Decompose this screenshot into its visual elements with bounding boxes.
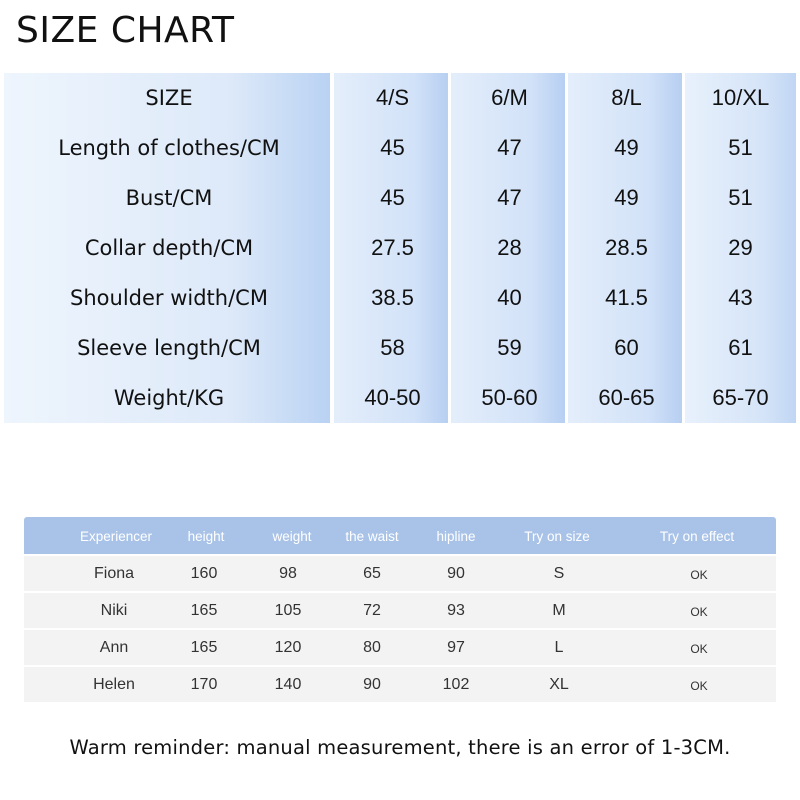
waist-cell: 72: [363, 602, 381, 619]
size-header-cell: 8/L: [611, 85, 642, 110]
column-header-waist: the waist: [345, 529, 399, 544]
waist-cell: 80: [363, 639, 381, 656]
measurement-label: Sleeve length/CM: [77, 336, 261, 360]
measurement-value: 51: [728, 135, 753, 160]
column-header-weight: weight: [272, 529, 312, 544]
try-on-effect-cell: OK: [690, 679, 708, 693]
measurement-label: Length of clothes/CM: [58, 136, 280, 160]
size-header-row: [4, 73, 796, 123]
waist-cell: 65: [363, 565, 381, 582]
measurement-value: 38.5: [371, 285, 414, 310]
experiencer-header-row: [24, 517, 776, 554]
table-row: [24, 630, 776, 665]
try-on-size-cell: M: [552, 602, 566, 619]
warm-reminder-note: Warm reminder: manual measurement, there is an error of 1-3CM.: [69, 736, 731, 759]
measurement-value: 49: [614, 135, 639, 160]
weight-cell: 140: [274, 676, 302, 693]
measurement-label: Collar depth/CM: [84, 236, 254, 260]
measurement-value: 60: [614, 335, 639, 360]
try-on-size-cell: S: [553, 565, 565, 582]
experiencer-table: [24, 517, 776, 703]
size-header-cell: 6/M: [491, 85, 528, 110]
size-row: [4, 173, 796, 223]
measurement-value: 65-70: [712, 385, 769, 410]
measurement-value: 60-65: [598, 385, 655, 410]
try-on-size-cell: L: [554, 639, 564, 656]
measurement-value: 43: [728, 285, 753, 310]
weight-cell: 98: [279, 565, 297, 582]
try-on-effect-cell: OK: [690, 642, 708, 656]
measurement-value: 29: [728, 235, 753, 260]
experiencer-name: Fiona: [93, 565, 135, 582]
experiencer-name: Helen: [93, 676, 135, 693]
weight-cell: 105: [274, 602, 302, 619]
measurement-label: Shoulder width/CM: [70, 286, 268, 310]
size-header-cell: 4/S: [375, 85, 410, 110]
size-header-label: SIZE: [145, 86, 193, 110]
measurement-value: 28: [497, 235, 522, 260]
measurement-value: 40: [497, 285, 522, 310]
measurement-value: 47: [497, 185, 522, 210]
measurement-value: 45: [380, 185, 405, 210]
try-on-effect-cell: OK: [690, 605, 708, 619]
height-cell: 160: [190, 565, 218, 582]
size-chart-table: [4, 73, 796, 423]
measurement-value: 40-50: [364, 385, 421, 410]
measurement-value: 49: [614, 185, 639, 210]
column-header-height: height: [187, 529, 225, 544]
size-row: [4, 323, 796, 373]
size-row: [4, 273, 796, 323]
hipline-cell: 97: [447, 639, 465, 656]
height-cell: 165: [190, 602, 218, 619]
measurement-value: 41.5: [605, 285, 648, 310]
experiencer-name: Ann: [99, 639, 129, 656]
height-cell: 170: [190, 676, 218, 693]
try-on-effect-cell: OK: [690, 568, 708, 582]
table-row: [24, 667, 776, 702]
size-row: [4, 373, 796, 423]
measurement-value: 45: [380, 135, 405, 160]
measurement-label: Weight/KG: [113, 386, 225, 410]
experiencer-name: Niki: [100, 602, 128, 619]
size-header-cell: 10/XL: [711, 85, 770, 110]
table-row: [24, 556, 776, 591]
measurement-value: 50-60: [481, 385, 538, 410]
column-header-experiencer: Experiencer: [79, 529, 153, 544]
height-cell: 165: [190, 639, 218, 656]
hipline-cell: 90: [447, 565, 465, 582]
hipline-cell: 102: [442, 676, 470, 693]
measurement-label: Bust/CM: [125, 186, 213, 210]
weight-cell: 120: [274, 639, 302, 656]
measurement-value: 59: [497, 335, 522, 360]
measurement-value: 27.5: [371, 235, 414, 260]
measurement-value: 28.5: [605, 235, 648, 260]
table-row: [24, 593, 776, 628]
size-row: [4, 123, 796, 173]
page-title: SIZE CHART: [16, 10, 235, 51]
size-row: [4, 223, 796, 273]
try-on-size-cell: XL: [549, 676, 569, 693]
column-header-hipline: hipline: [436, 529, 476, 544]
measurement-value: 61: [728, 335, 753, 360]
measurement-value: 58: [380, 335, 405, 360]
waist-cell: 90: [363, 676, 381, 693]
column-header-try-on-effect: Try on effect: [659, 529, 735, 544]
measurement-value: 47: [497, 135, 522, 160]
measurement-value: 51: [728, 185, 753, 210]
column-header-try-on-size: Try on size: [524, 529, 590, 544]
hipline-cell: 93: [447, 602, 465, 619]
